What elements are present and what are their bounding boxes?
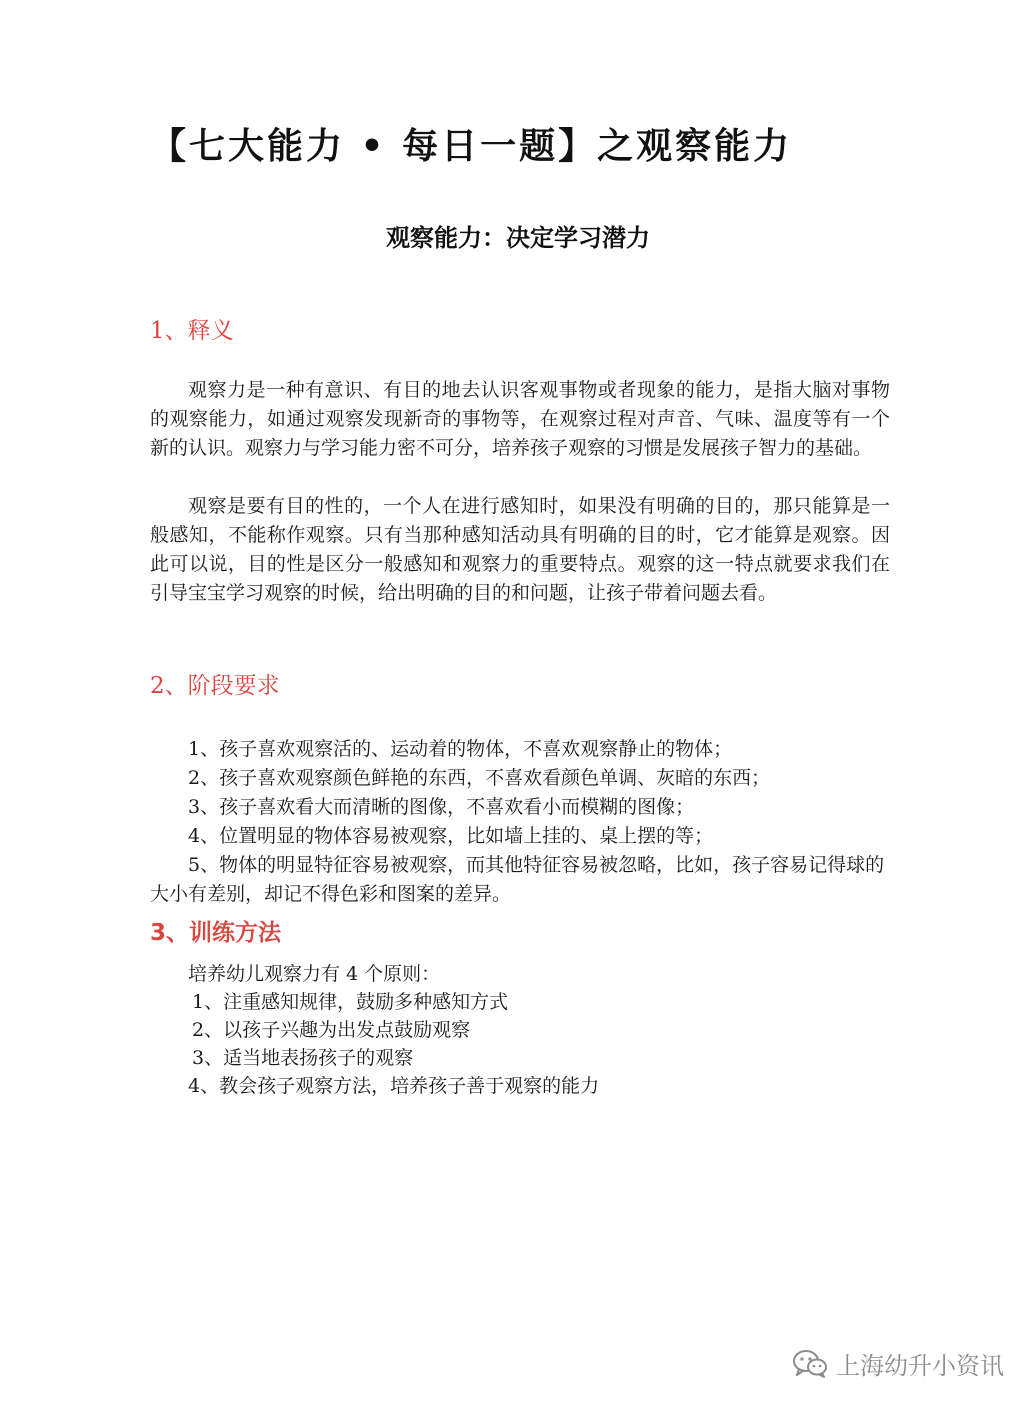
stage-requirement-item: 1、孩子喜欢观察活的、运动着的物体，不喜欢观察静止的物体； — [188, 738, 733, 760]
stage-requirement-item: 4、位置明显的物体容易被观察，比如墙上挂的、桌上摆的等； — [188, 825, 714, 847]
stage-requirement-item: 2、孩子喜欢观察颜色鲜艳的东西，不喜欢看颜色单调、灰暗的东西； — [188, 767, 771, 789]
document-subtitle: 观察能力：决定学习潜力 — [386, 224, 650, 252]
watermark-text: 上海幼升小资讯 — [836, 1352, 1004, 1380]
training-principle-item: 1、注重感知规律，鼓励多种感知方式 — [192, 991, 509, 1013]
section-heading-training-methods: 3、训练方法 — [150, 920, 282, 946]
training-principle-item: 4、教会孩子观察方法，培养孩子善于观察的能力 — [188, 1075, 600, 1097]
training-methods-intro: 培养幼儿观察力有 4 个原则： — [188, 963, 441, 985]
stage-requirement-item: 3、孩子喜欢看大而清晰的图像，不喜欢看小而模糊的图像； — [188, 796, 695, 818]
section-heading-stage-requirements: 2、阶段要求 — [150, 673, 280, 699]
watermark — [792, 1346, 1004, 1381]
document-title: 【七大能力 • 每日一题】之观察能力 — [150, 126, 793, 167]
training-principle-item: 3、适当地表扬孩子的观察 — [192, 1047, 414, 1069]
stage-requirement-item: 5、物体的明显特征容易被观察，而其他特征容易被忽略，比如，孩子容易记得球的大小有差别，却记不得色彩和图案的差异。 — [150, 854, 885, 905]
section-heading-definition: 1、释义 — [150, 318, 234, 344]
training-principle-item: 2、以孩子兴趣为出发点鼓励观察 — [192, 1019, 471, 1041]
wechat-icon — [792, 1349, 828, 1379]
definition-paragraph-1: 观察力是一种有意识、有目的地去认识客观事物或者现象的能力，是指大脑对事物的观察能力，如通过观察发现新奇的事物等，在观察过程对声音、气味、温度等有一个新的认识。观察力与学习能力密不可分，培养孩子观察的习惯是发展孩子智力的基础。 — [150, 379, 890, 459]
definition-paragraph-2: 观察是要有目的性的，一个人在进行感知时，如果没有明确的目的，那只能算是一般感知，不能称作观察。只有当那种感知活动具有明确的目的时，它才能算是观察。因此可以说，目的性是区分一般感知和观察力的重要特点。观察的这一特点就要求我们在引导宝宝学习观察的时候，给出明确的目的和问题，让孩子带着问题去看。 — [150, 495, 890, 604]
